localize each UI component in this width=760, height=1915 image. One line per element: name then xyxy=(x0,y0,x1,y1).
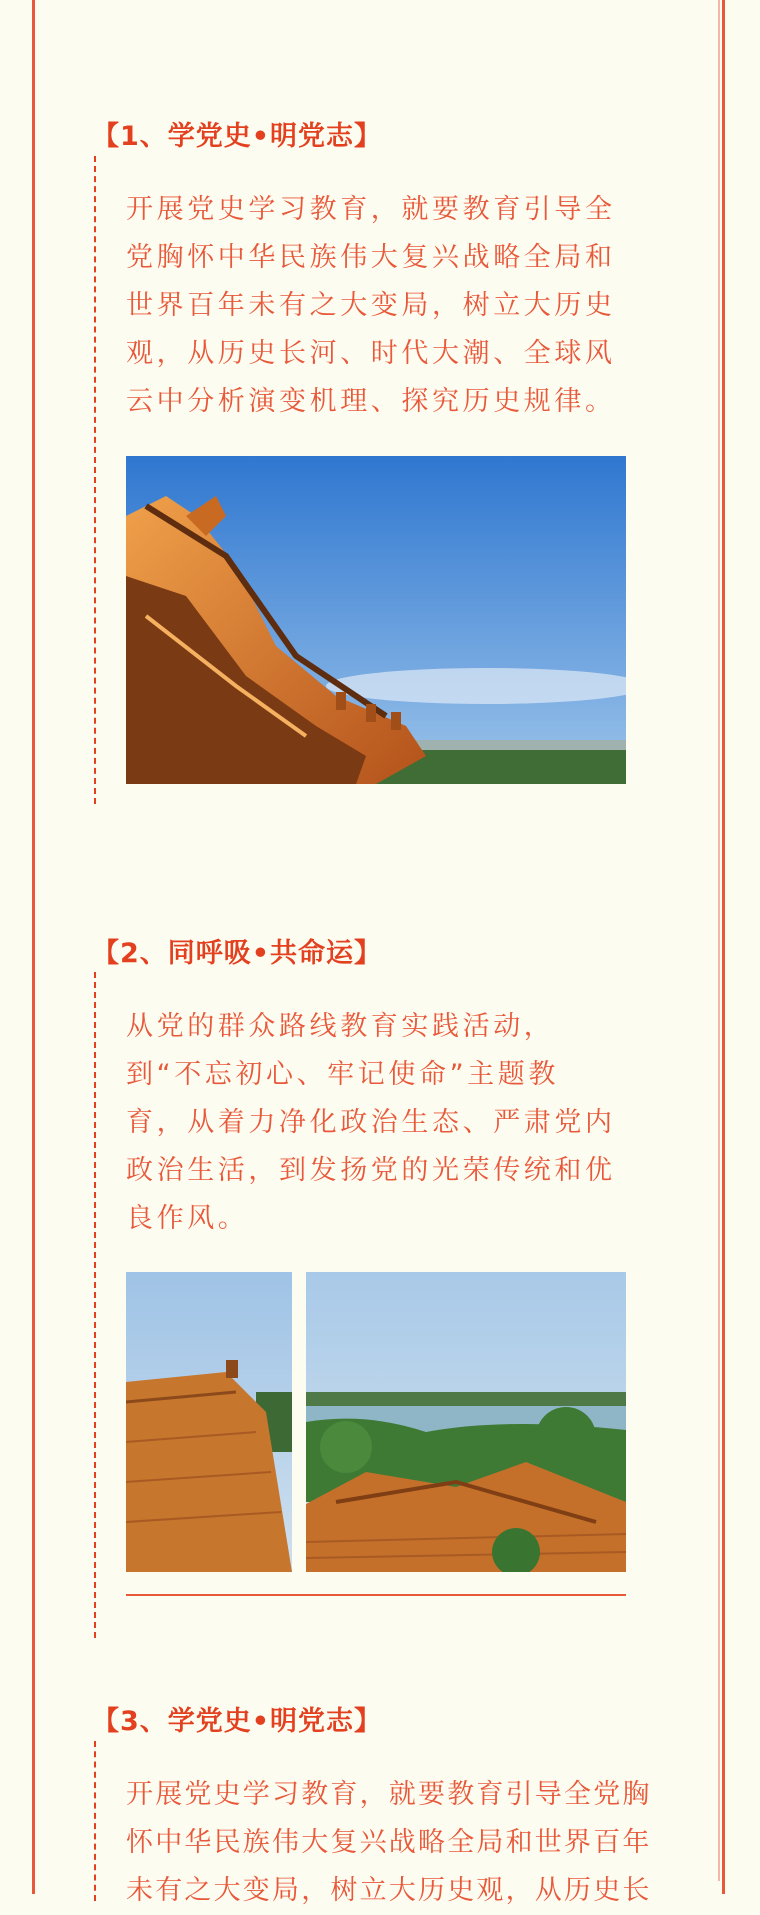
section-1-dashed-line xyxy=(94,156,96,804)
frame-inner-line xyxy=(718,0,720,1881)
lake-palace-photo xyxy=(306,1272,626,1572)
section-divider xyxy=(126,1594,626,1596)
section-3-paragraph: 开展党史学习教育，就要教育引导全党胸 怀中华民族伟大复兴战略全局和世界百年 未有之大变局，树立大历史观，从历史长 xyxy=(126,1779,652,1906)
section-1-paragraph: 开展党史学习教育，就要教育引导全 党胸怀中华民族伟大复兴战略全局和 世界百年未有之大变局，树立大历史 观，从历史长河、时代大潮、全球风 云中分析演变机理、探究历史规律。 xyxy=(126,194,616,417)
roof-close-illustration xyxy=(126,1272,292,1572)
section-2-dashed-line xyxy=(94,972,96,1638)
palace-roof-illustration xyxy=(126,456,626,784)
roof-close-photo xyxy=(126,1272,292,1572)
section-3-dashed-line xyxy=(94,1741,96,1901)
lake-palace-illustration xyxy=(306,1272,626,1572)
section-2-heading: 【2、同呼吸•共命运】 xyxy=(92,938,383,969)
section-1-heading: 【1、学党史•明党志】 xyxy=(92,121,383,152)
section-3-heading: 【3、学党史•明党志】 xyxy=(92,1706,383,1737)
section-2-paragraph: 从党的群众路线教育实践活动， 到“不忘初心、牢记使命”主题教 育，从着力净化政治生态、严肃党内 政治生活，到发扬党的光荣传统和优 良作风。 xyxy=(126,1011,616,1234)
palace-roof-photo xyxy=(126,456,626,784)
